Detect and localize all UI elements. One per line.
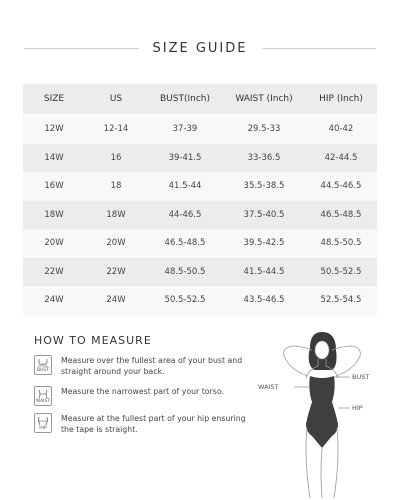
table-row xyxy=(23,115,377,144)
body-silhouette-illustration xyxy=(250,328,400,500)
figure-waist-label: WAIST xyxy=(258,383,279,391)
bust-icon-label: BUST xyxy=(37,368,49,373)
table-row xyxy=(23,172,377,201)
table-cell: 39-41.5 xyxy=(168,152,202,163)
table-cell: 40-42 xyxy=(328,124,354,135)
table-cell: 22W xyxy=(106,266,126,277)
table-cell: 16 xyxy=(110,152,122,163)
table-row xyxy=(23,229,377,258)
waist-measure-icon xyxy=(34,386,52,406)
title-divider-right xyxy=(262,48,377,49)
table-header-row xyxy=(23,84,377,114)
table-cell: 44.5-46.5 xyxy=(320,181,362,192)
title-divider-left xyxy=(24,48,139,49)
how-to-item-bust xyxy=(34,355,251,377)
header-us: US xyxy=(109,94,123,104)
table-row xyxy=(23,258,377,287)
bust-instruction: Measure over the fullest area of your bust and straight around your back. xyxy=(61,356,243,376)
how-to-item-waist xyxy=(34,386,251,406)
table-cell: 42-44.5 xyxy=(324,152,358,163)
header-waist: WAIST (Inch) xyxy=(235,94,293,104)
table-cell: 18W xyxy=(106,209,126,220)
table-cell: 52.5-54.5 xyxy=(320,295,362,306)
bust-measure-icon xyxy=(34,355,52,375)
table-cell: 16W xyxy=(44,181,64,192)
header-hip: HIP (Inch) xyxy=(319,94,363,104)
table-cell: 50.5-52.5 xyxy=(164,295,206,306)
table-cell: 46.5-48.5 xyxy=(320,209,362,220)
table-cell: 37.5-40.5 xyxy=(243,209,285,220)
table-cell: 48.5-50.5 xyxy=(164,266,206,277)
waist-icon-label: WAIST xyxy=(35,399,51,404)
table-cell: 41.5-44.5 xyxy=(243,266,285,277)
table-cell: 46.5-48.5 xyxy=(164,238,206,249)
table-cell: 18W xyxy=(44,209,64,220)
table-cell: 44-46.5 xyxy=(168,209,202,220)
table-cell: 41.5-44 xyxy=(168,181,202,192)
header-bust: BUST(Inch) xyxy=(159,94,210,104)
table-row xyxy=(23,286,377,315)
table-cell: 20W xyxy=(44,238,64,249)
how-to-measure-title: HOW TO MEASURE xyxy=(34,334,152,347)
page-title: SIZE GUIDE xyxy=(152,40,248,56)
figure-bust-label: BUST xyxy=(352,373,370,381)
table-cell: 37-39 xyxy=(172,124,198,135)
table-cell: 29.5-33 xyxy=(247,124,281,135)
table-cell: 35.5-38.5 xyxy=(243,181,285,192)
table-cell: 39.5-42.5 xyxy=(243,238,285,249)
title-row xyxy=(24,38,376,58)
hip-instruction: Measure at the fullest part of your hip ensuring the tape is straight. xyxy=(61,414,246,434)
table-cell: 33-36.5 xyxy=(247,152,281,163)
size-table xyxy=(23,84,377,315)
table-cell: 43.5-46.5 xyxy=(243,295,285,306)
table-cell: 12-14 xyxy=(103,124,129,135)
table-cell: 12W xyxy=(44,124,64,135)
table-cell: 20W xyxy=(106,238,126,249)
table-cell: 24W xyxy=(106,295,126,306)
how-to-item-hip xyxy=(34,413,251,435)
table-row xyxy=(23,201,377,230)
table-cell: 24W xyxy=(44,295,64,306)
table-cell: 22W xyxy=(44,266,64,277)
body-figure xyxy=(250,328,400,500)
figure-hip-label: HIP xyxy=(352,404,363,412)
hip-icon-label: HIP xyxy=(39,426,47,431)
table-cell: 18 xyxy=(110,181,122,192)
header-size: SIZE xyxy=(43,94,65,104)
waist-instruction: Measure the narrowest part of your torso. xyxy=(61,387,224,396)
table-cell: 50.5-52.5 xyxy=(320,266,362,277)
table-row xyxy=(23,144,377,173)
table-cell: 14W xyxy=(44,152,64,163)
hip-measure-icon xyxy=(34,413,52,433)
table-cell: 48.5-50.5 xyxy=(320,238,362,249)
